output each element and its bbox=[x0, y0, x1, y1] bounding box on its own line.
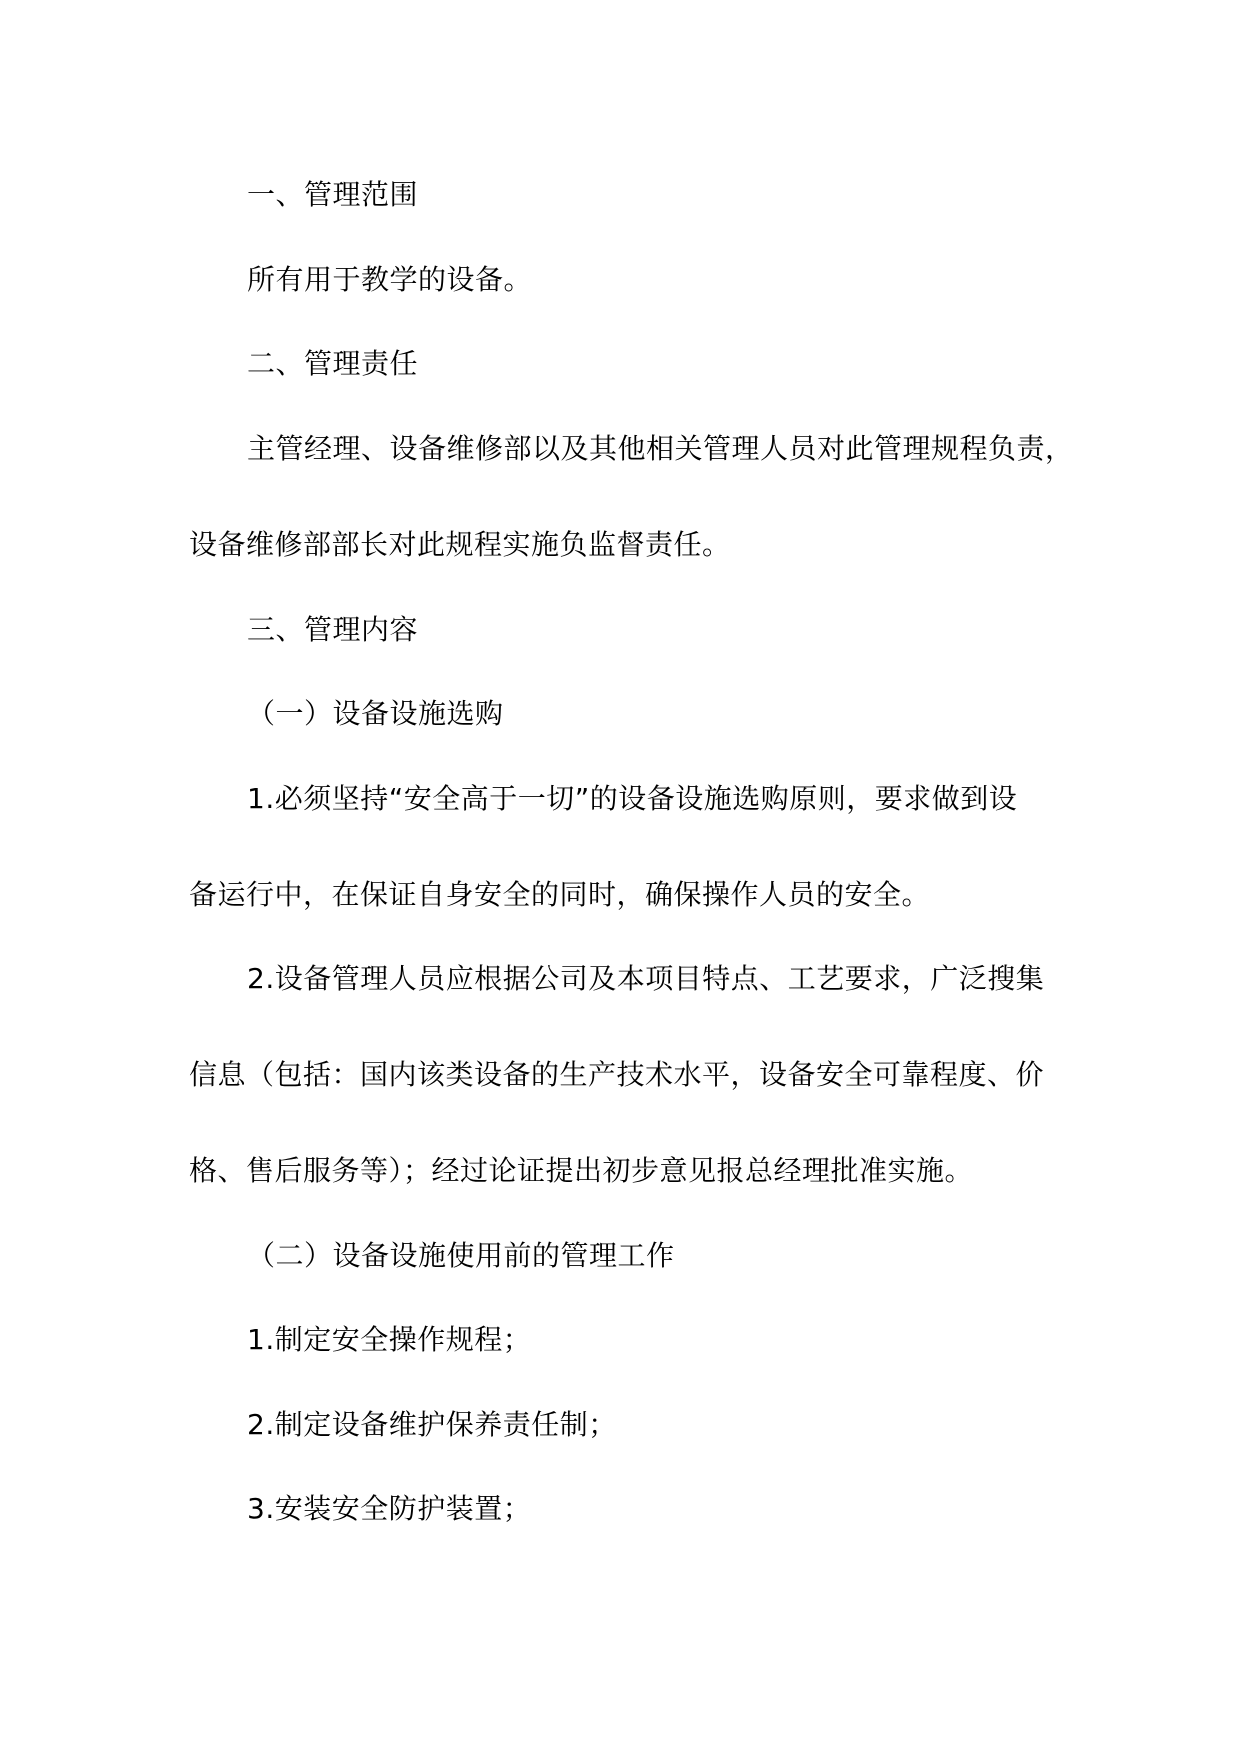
subsection-heading-1: （一）设备设施选购 bbox=[247, 697, 504, 730]
section-heading-2: 二、管理责任 bbox=[247, 347, 419, 380]
list-item-text: 备运行中，在保证自身安全的同时，确保操作人员的安全。 bbox=[189, 878, 931, 911]
subsection-heading-2: （二）设备设施使用前的管理工作 bbox=[247, 1239, 675, 1272]
section-heading-1: 一、管理范围 bbox=[247, 178, 419, 211]
list-item-text: 2.设备管理人员应根据公司及本项目特点、工艺要求，广泛搜集 bbox=[247, 962, 1045, 995]
list-item-text: 2.制定设备维护保养责任制； bbox=[247, 1408, 617, 1441]
paragraph-text: 主管经理、设备维修部以及其他相关管理人员对此管理规程负责， bbox=[247, 432, 1074, 465]
list-item-text: 格、售后服务等）；经过论证提出初步意见报总经理批准实施。 bbox=[189, 1154, 974, 1187]
list-item-text: 信息（包括：国内该类设备的生产技术水平，设备安全可靠程度、价 bbox=[189, 1058, 1045, 1091]
list-item-text: 1.必须坚持“安全高于一切”的设备设施选购原则，要求做到设 bbox=[247, 782, 1018, 815]
paragraph-text: 设备维修部部长对此规程实施负监督责任。 bbox=[189, 528, 731, 561]
paragraph-text: 所有用于教学的设备。 bbox=[247, 263, 533, 296]
section-heading-3: 三、管理内容 bbox=[247, 613, 419, 646]
list-item-text: 1.制定安全操作规程； bbox=[247, 1323, 532, 1356]
list-item-text: 3.安装安全防护装置； bbox=[247, 1492, 532, 1525]
